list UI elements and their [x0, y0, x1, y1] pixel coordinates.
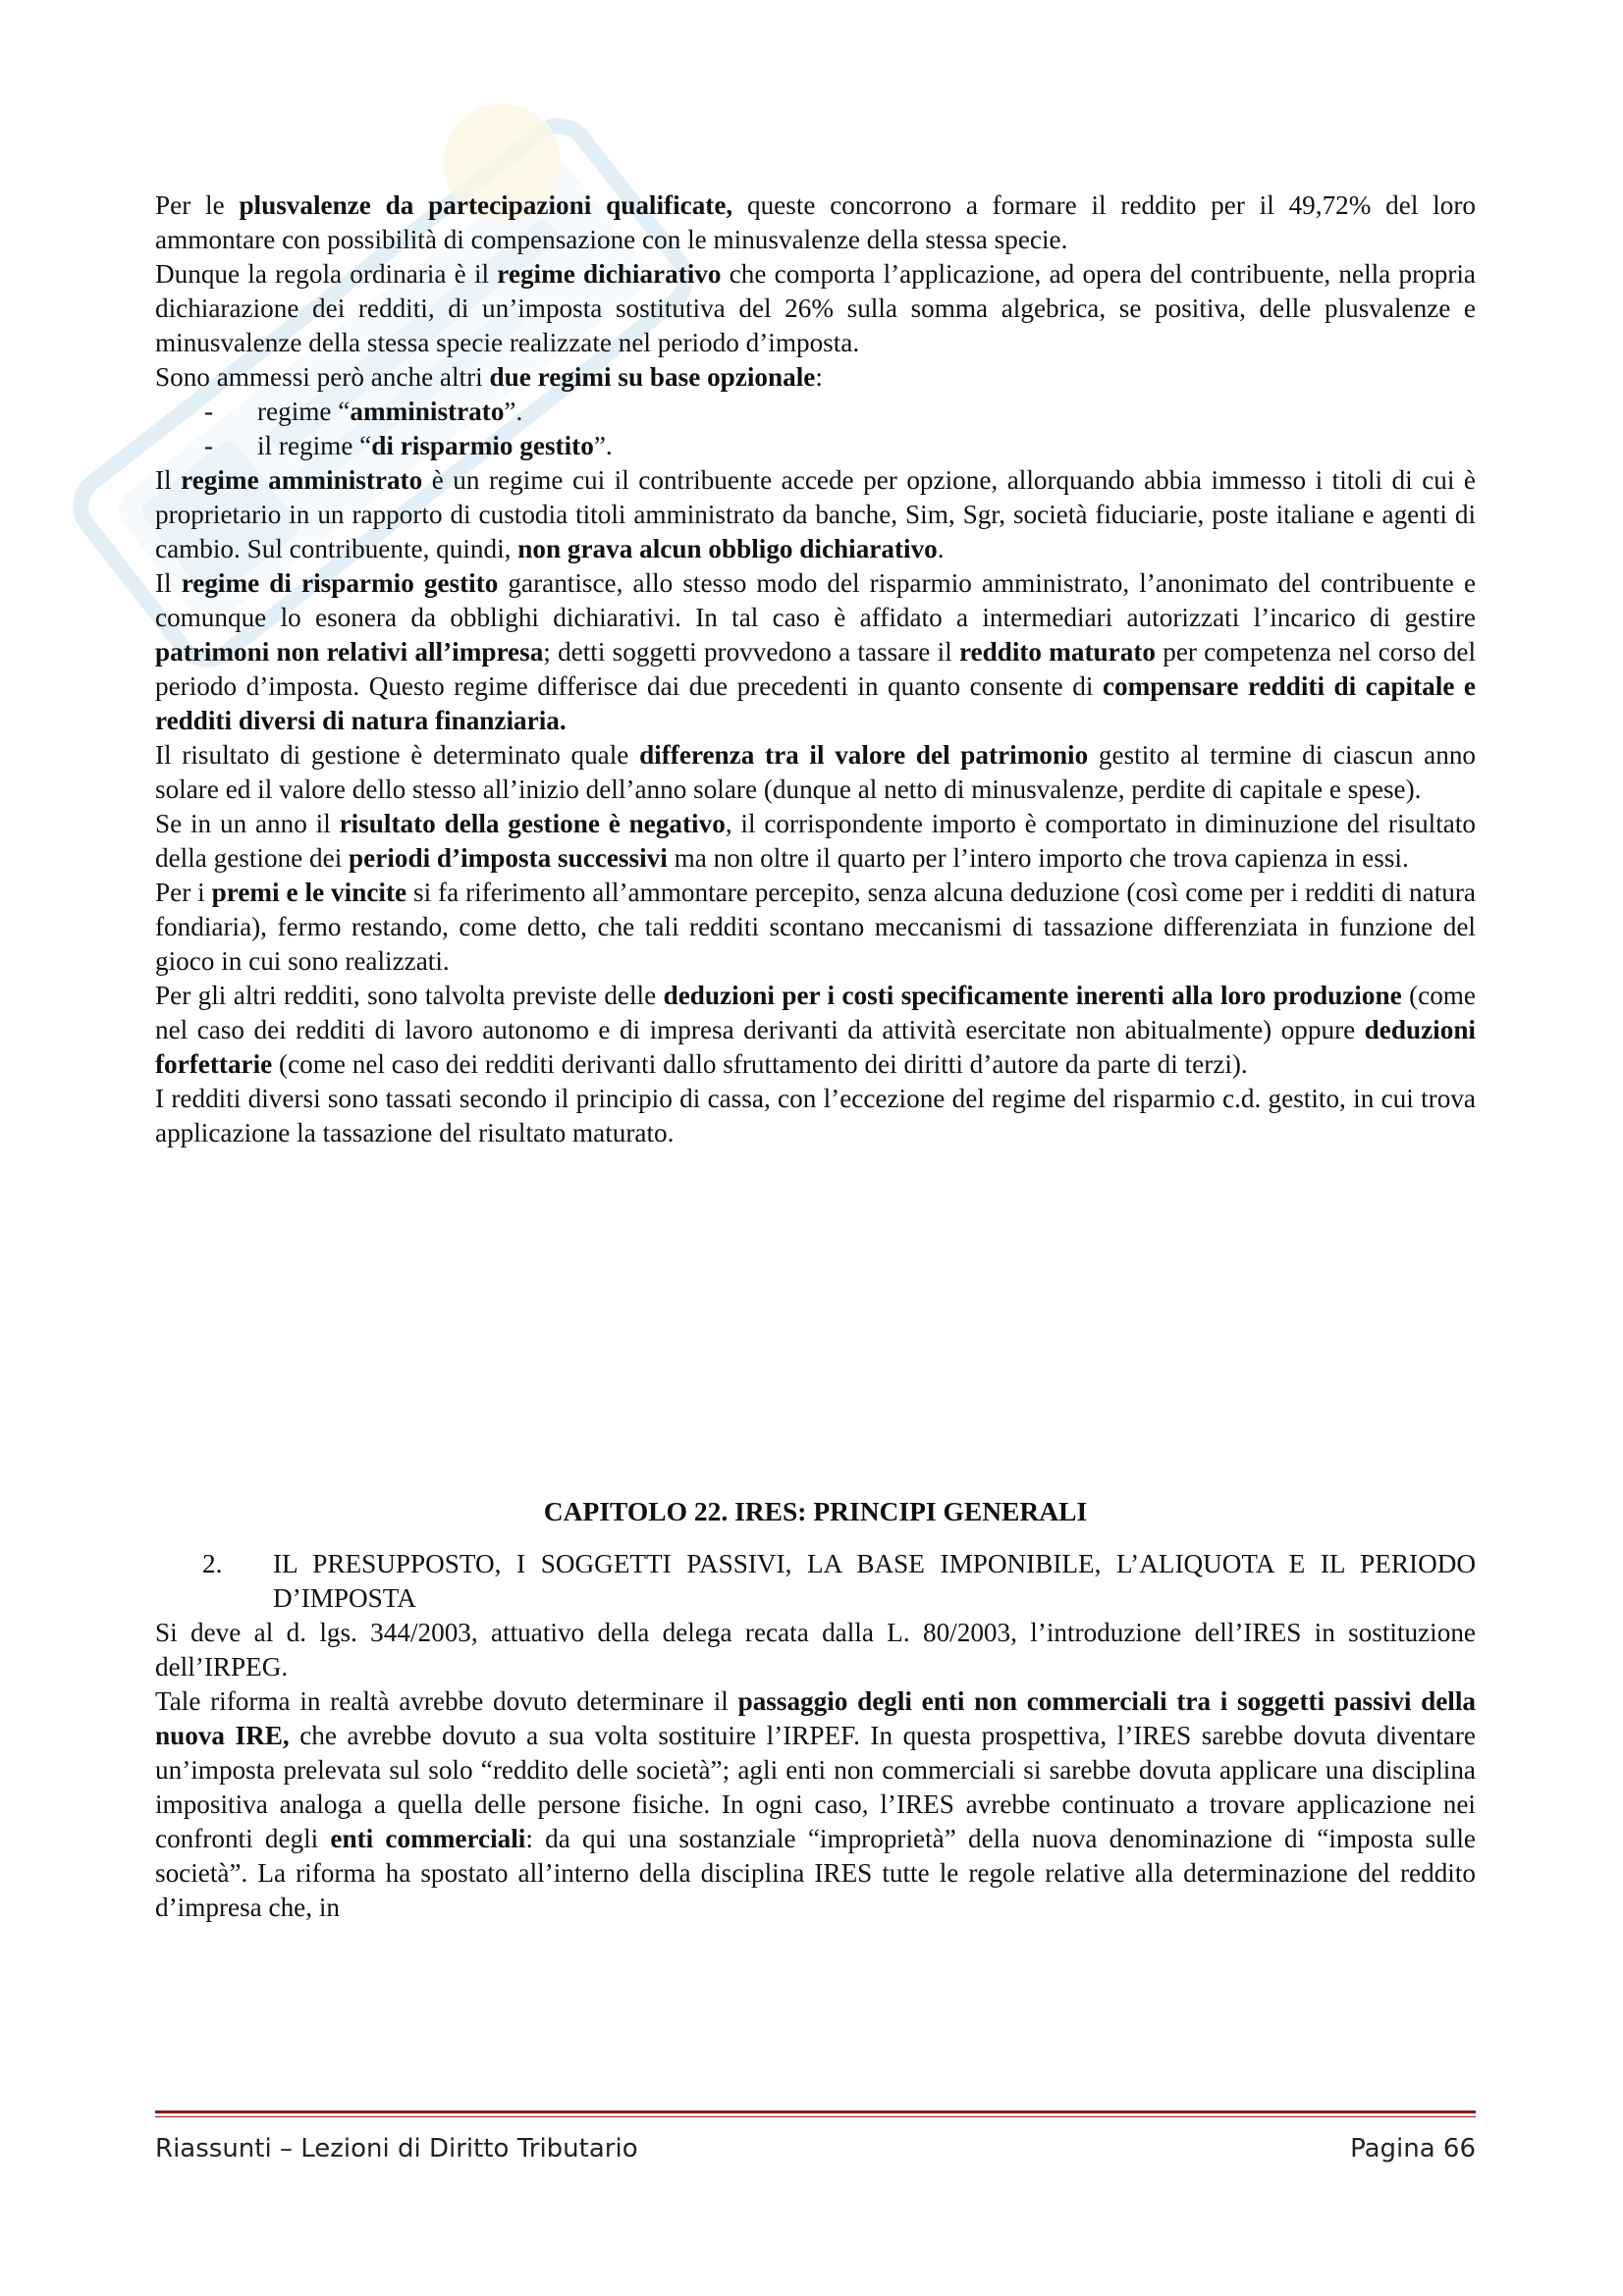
- paragraph: Se in un anno il risultato della gestione è negativo, il corrispondente importo è comportato in diminuzione del risultato della gestione dei periodi d’imposta successivi ma non oltre il quarto per l’intero importo che trova capienza in essi.: [155, 809, 1477, 873]
- list-item: - regime “amministrato”.: [204, 397, 523, 426]
- section-heading: 2. IL PRESUPPOSTO, I SOGGETTI PASSIVI, LA BASE IMPONIBILE, L’ALIQUOTA E IL PERIODO D’IMPOSTA: [202, 1549, 1476, 1613]
- paragraph: Si deve al d. lgs. 344/2003, attuativo della delega recata dalla L. 80/2003, l’introduzione dell’IRES in sostituzione dell’IRPEG.: [155, 1618, 1476, 1682]
- paragraph: Per le plusvalenze da partecipazioni qualificate, queste concorrono a formare il reddito per il 49,72% del loro ammontare con possibilità di compensazione con le minusvalenze della stessa specie.: [155, 190, 1476, 254]
- paragraph: Il risultato di gestione è determinato quale differenza tra il valore del patrimonio gestito al termine di ciascun anno solare ed il valore dello stesso all’inizio dell’anno solare (dunque al netto di minusvalenze, perdite di capitale e spese).: [155, 740, 1477, 804]
- paragraph: Per gli altri redditi, sono talvolta previste delle deduzioni per i costi specificamente inerenti alla loro produzione (come nel caso dei redditi di lavoro autonomo e di impresa derivanti da attività esercitate non abitualmente) oppure deduzioni forfettarie (come nel caso dei redditi derivanti dallo sfruttamento dei diritti d’autore da parte di terzi).: [155, 981, 1476, 1079]
- page-footer: [155, 2134, 1476, 2163]
- paragraph: Tale riforma in realtà avrebbe dovuto determinare il passaggio degli enti non commerciali tra i soggetti passivi della nuova IRE, che avrebbe dovuto a sua volta sostituire l’IRPEF. In questa prospettiva, l’IRES sarebbe dovuta diventare un’imposta prelevata sul solo “reddito delle società”; agli enti non commerciali si sarebbe dovuta applicare una disciplina impositiva analoga a quella delle persone fisiche. In ogni caso, l’IRES avrebbe continuato a trovare applicazione nei confronti degli enti commerciali: da qui una sostanziale “improprietà” della nuova denominazione di “imposta sulle società”. La riforma ha spostato all’interno della disciplina IRES tutte le regole relative alla determinazione del reddito d’impresa che, in: [155, 1686, 1477, 1922]
- paragraph: I redditi diversi sono tassati secondo il principio di cassa, con l’eccezione del regime del risparmio c.d. gestito, in cui trova applicazione la tassazione del risultato maturato.: [155, 1084, 1476, 1148]
- paragraph: Sono ammessi però anche altri due regimi su base opzionale:: [155, 362, 823, 392]
- page-body: [155, 188, 1476, 1925]
- paragraph: Per i premi e le vincite si fa riferimento all’ammontare percepito, senza alcuna deduzione (così come per i redditi di natura fondiaria), fermo restando, come detto, che tali redditi scontano meccanismi di tassazione differenziata in funzione del gioco in cui sono realizzati.: [155, 878, 1476, 976]
- paragraph: Il regime amministrato è un regime cui il contribuente accede per opzione, allorquando abbia immesso i titoli di cui è proprietario in un rapporto di custodia titoli amministrato da banche, Sim, Sgr, società fiduciarie, poste italiane e agenti di cambio. Sul contribuente, quindi, non grava alcun obbligo dichiarativo.: [155, 465, 1476, 563]
- footer-rule: [155, 2116, 1476, 2117]
- page-number: Pagina 66: [1350, 2134, 1476, 2163]
- chapter-title: CAPITOLO 22. IRES: PRINCIPI GENERALI: [543, 1496, 1088, 1526]
- paragraph: Il regime di risparmio gestito garantisce, allo stesso modo del risparmio amministrato, l’anonimato del contribuente e comunque lo esonera da obblighi dichiarativi. In tal caso è affidato a intermediari autorizzati l’incarico di gestire patrimoni non relativi all’impresa; detti soggetti provvedono a tassare il reddito maturato per competenza nel corso del periodo d’imposta. Questo regime differisce dai due precedenti in quanto consente di compensare redditi di capitale e redditi diversi di natura finanziaria.: [155, 568, 1477, 735]
- paragraph: Dunque la regola ordinaria è il regime dichiarativo che comporta l’applicazione, ad opera del contribuente, nella propria dichiarazione dei redditi, di un’imposta sostitutiva del 26% sulla somma algebrica, se positiva, delle plusvalenze e minusvalenze della stessa specie realizzate nel periodo d’imposta.: [155, 259, 1476, 357]
- footer-rule: [155, 2110, 1476, 2113]
- footer-title: Riassunti – Lezioni di Diritto Tributario: [155, 2134, 638, 2163]
- list-item: - il regime “di risparmio gestito”.: [204, 431, 613, 460]
